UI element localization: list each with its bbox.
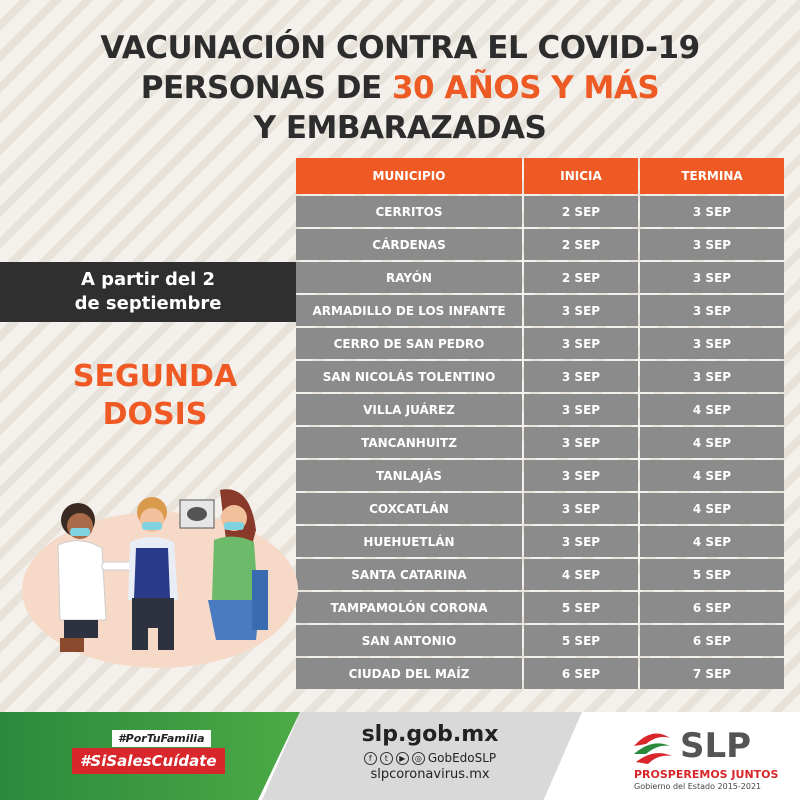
table-row [296, 394, 784, 425]
cell-termina: 4 SEP [640, 493, 784, 524]
slp-logo [628, 724, 788, 794]
header-inicia: INICIA [524, 158, 638, 194]
date-banner [0, 262, 296, 322]
cell-inicia: 3 SEP [524, 493, 638, 524]
banner-line-2: de septiembre [74, 293, 222, 314]
logo-gov: Gobierno del Estado 2015-2021 [634, 782, 762, 791]
cell-termina: 7 SEP [640, 658, 784, 689]
table-row [296, 196, 784, 227]
cell-municipio: CERRITOS [296, 196, 522, 227]
cell-inicia: 6 SEP [524, 658, 638, 689]
table-row [296, 295, 784, 326]
title-line-2-pre: PERSONAS DE [140, 70, 392, 106]
table-row [296, 427, 784, 458]
logo-motto: PROSPEREMOS JUNTOS [634, 768, 779, 781]
title-line-2-accent: 30 AÑOS Y MÁS [391, 70, 660, 106]
cell-termina: 3 SEP [640, 361, 784, 392]
header-termina: TERMINA [640, 158, 784, 194]
cell-inicia: 3 SEP [524, 427, 638, 458]
instagram-icon[interactable]: ◎ [412, 752, 425, 765]
cell-municipio: SAN ANTONIO [296, 625, 522, 656]
cell-termina: 3 SEP [640, 295, 784, 326]
table-row [296, 361, 784, 392]
header-municipio: MUNICIPIO [296, 158, 522, 194]
cell-inicia: 5 SEP [524, 625, 638, 656]
social-row [330, 751, 530, 765]
table-header-row [296, 158, 784, 194]
cell-inicia: 3 SEP [524, 361, 638, 392]
page-title [0, 28, 800, 148]
cell-inicia: 2 SEP [524, 196, 638, 227]
table-row [296, 328, 784, 359]
footer-links [330, 722, 530, 782]
cell-termina: 4 SEP [640, 427, 784, 458]
cell-inicia: 3 SEP [524, 328, 638, 359]
cell-termina: 3 SEP [640, 229, 784, 260]
cell-inicia: 3 SEP [524, 394, 638, 425]
schedule-table [296, 158, 784, 691]
cell-municipio: VILLA JUÁREZ [296, 394, 522, 425]
cell-municipio: CÁRDENAS [296, 229, 522, 260]
cell-termina: 3 SEP [640, 196, 784, 227]
table-row [296, 493, 784, 524]
cell-municipio: TAMPAMOLÓN CORONA [296, 592, 522, 623]
table-row [296, 625, 784, 656]
facebook-icon[interactable]: f [364, 752, 377, 765]
youtube-icon[interactable]: ▶ [396, 752, 409, 765]
segunda-dosis-label [50, 358, 260, 434]
cell-termina: 6 SEP [640, 625, 784, 656]
cell-inicia: 4 SEP [524, 559, 638, 590]
table-row [296, 592, 784, 623]
footer [0, 712, 800, 800]
cell-municipio: ARMADILLO DE LOS INFANTE [296, 295, 522, 326]
cell-municipio: RAYÓN [296, 262, 522, 293]
cell-municipio: TANCANHUITZ [296, 427, 522, 458]
title-line-1: VACUNACIÓN CONTRA EL COVID-19 [100, 30, 700, 66]
hashtag-portufamilia: #PorTuFamilia [112, 730, 211, 747]
cell-municipio: COXCATLÁN [296, 493, 522, 524]
cell-termina: 3 SEP [640, 328, 784, 359]
cell-termina: 4 SEP [640, 460, 784, 491]
twitter-icon[interactable]: t [380, 752, 393, 765]
cell-municipio: TANLAJÁS [296, 460, 522, 491]
coronavirus-site-link[interactable]: slpcoronavirus.mx [370, 767, 490, 782]
cell-termina: 5 SEP [640, 559, 784, 590]
table-row [296, 229, 784, 260]
table-row [296, 526, 784, 557]
cell-termina: 4 SEP [640, 526, 784, 557]
cell-inicia: 3 SEP [524, 460, 638, 491]
slp-emblem-icon [628, 724, 676, 768]
dosis-line-1: SEGUNDA [72, 359, 238, 394]
social-handle[interactable]: GobEdoSLP [427, 751, 497, 765]
table-row [296, 262, 784, 293]
cell-municipio: HUEHUETLÁN [296, 526, 522, 557]
title-line-3: Y EMBARAZADAS [253, 110, 547, 146]
hashtag-sisalescuidate: #SiSalesCuídate [72, 748, 225, 774]
cell-inicia: 3 SEP [524, 295, 638, 326]
site-link[interactable]: slp.gob.mx [361, 722, 499, 747]
cell-termina: 3 SEP [640, 262, 784, 293]
table-row [296, 658, 784, 689]
cell-inicia: 5 SEP [524, 592, 638, 623]
cell-termina: 6 SEP [640, 592, 784, 623]
vaccination-illustration [20, 470, 300, 670]
cell-municipio: CERRO DE SAN PEDRO [296, 328, 522, 359]
cell-inicia: 2 SEP [524, 229, 638, 260]
cell-termina: 4 SEP [640, 394, 784, 425]
title-line-2 [0, 68, 800, 108]
cell-municipio: SAN NICOLÁS TOLENTINO [296, 361, 522, 392]
logo-text: SLP [680, 726, 752, 766]
table-row [296, 559, 784, 590]
table-row [296, 460, 784, 491]
cell-municipio: SANTA CATARINA [296, 559, 522, 590]
banner-line-1: A partir del 2 [80, 269, 216, 290]
cell-municipio: CIUDAD DEL MAÍZ [296, 658, 522, 689]
cell-inicia: 2 SEP [524, 262, 638, 293]
cell-inicia: 3 SEP [524, 526, 638, 557]
dosis-line-2: DOSIS [102, 397, 208, 432]
